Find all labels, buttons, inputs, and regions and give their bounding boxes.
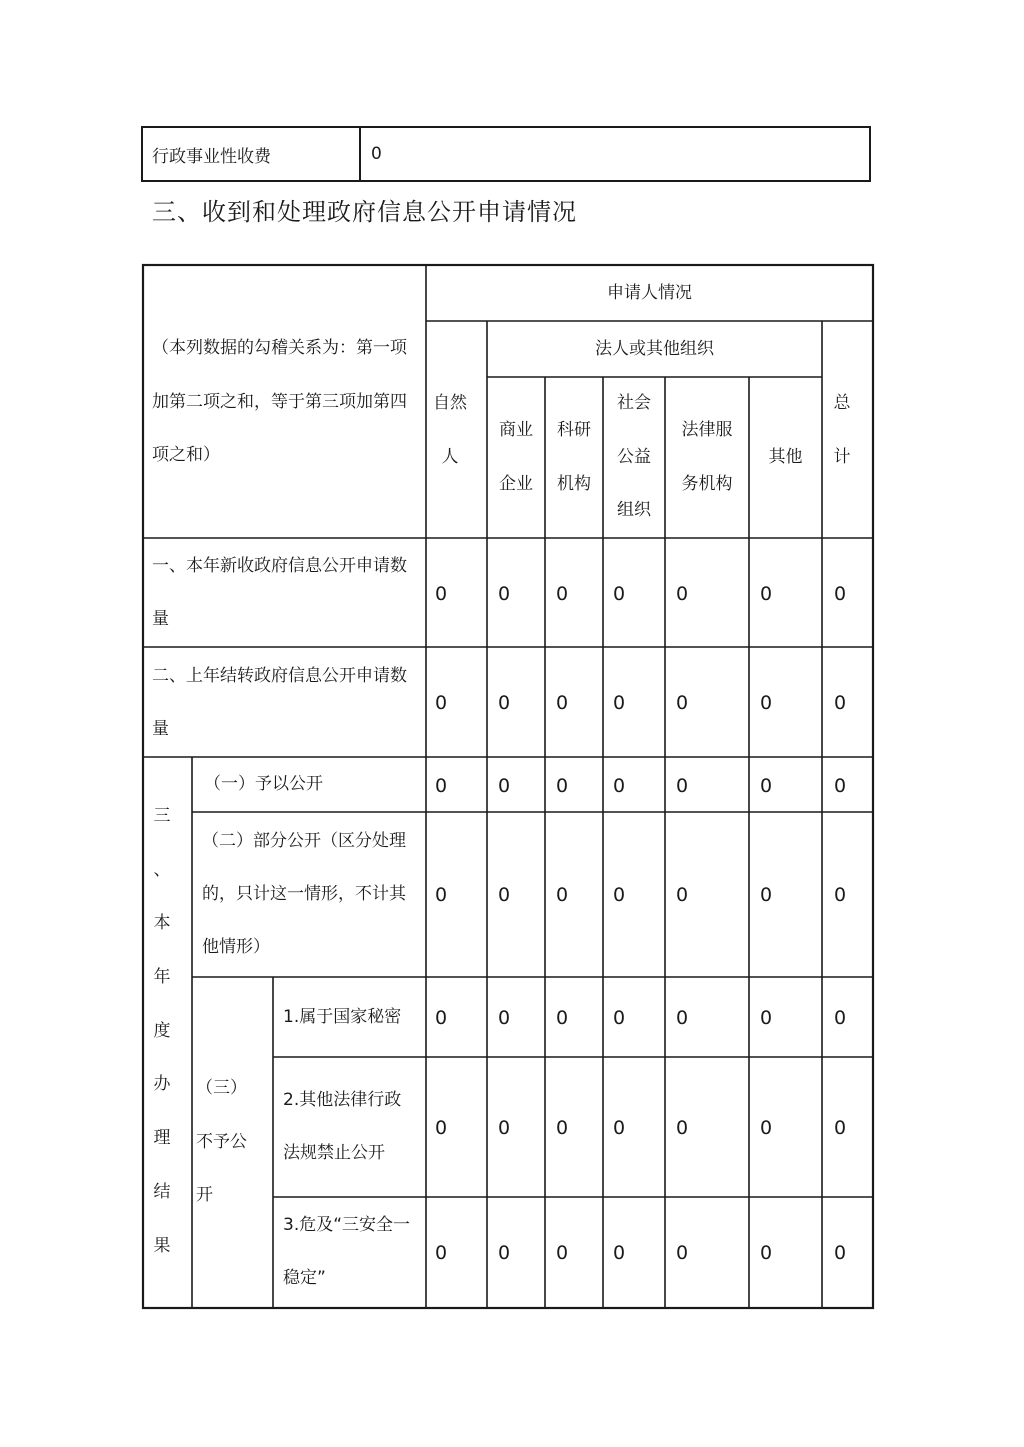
value-cell: 0 [676,775,689,797]
value-cell: 0 [676,583,689,605]
legal-person-header: 法人或其他组织 [595,339,714,359]
note-line: 项之和） [152,445,220,465]
value-cell: 0 [435,1007,448,1029]
row-label-new-requests: 一、本年新收政府信息公开申请数 量 [152,556,407,629]
value-cell: 0 [556,583,569,605]
fee-value: 0 [371,144,382,164]
col-social-welfare: 社会 公益 组织 [617,393,651,521]
value-cell: 0 [834,884,847,906]
value-cell: 0 [760,1007,773,1029]
value-cell: 0 [613,884,626,906]
col-commercial: 商业 企业 [499,420,533,494]
value-cell: 0 [435,692,448,714]
note-line: 加第二项之和，等于第三项加第四 [152,391,407,412]
row-label-three-security: 3.危及“三安全一 稳定” [283,1215,411,1288]
col-research: 科研 机构 [557,420,591,494]
value-cell: 0 [435,1242,448,1264]
row-label-state-secret: 1.属于国家秘密 [283,1007,402,1027]
row-label-disclosed: （一）予以公开 [204,774,323,794]
fee-table [141,126,871,182]
value-cell: 0 [556,1242,569,1264]
value-cell: 0 [760,775,773,797]
value-cell: 0 [613,1242,626,1264]
value-cell: 0 [613,775,626,797]
row-label-partial: （二）部分公开（区分处理 的，只计这一情形，不计其 他情形） [202,831,406,957]
note-line: （本列数据的勾稽关系为：第一项 [152,338,407,358]
value-cell: 0 [498,884,511,906]
col-legal-service: 法律服 务机构 [681,420,733,494]
col-natural-person: 自然 人 [433,393,467,467]
value-cell: 0 [676,692,689,714]
fee-label: 行政事业性收费 [143,128,361,180]
value-cell: 0 [498,1007,511,1029]
section-heading: 三、收到和处理政府信息公开申请情况 [152,198,577,226]
col-total: 总 计 [833,393,851,467]
value-cell: 0 [556,775,569,797]
value-cell: 0 [834,1242,847,1264]
value-cell: 0 [760,1117,773,1139]
group-three-label: 三 、 本 年 度 办 理 结 果 [153,806,171,1256]
value-cell: 0 [613,1117,626,1139]
value-cell: 0 [613,1007,626,1029]
value-cell: 0 [834,692,847,714]
value-cell: 0 [613,583,626,605]
value-cell: 0 [556,1117,569,1139]
value-cell: 0 [556,1007,569,1029]
value-cell: 0 [676,1117,689,1139]
value-cell: 0 [834,583,847,605]
value-cell: 0 [676,1242,689,1264]
value-cell: 0 [676,884,689,906]
value-cell: 0 [498,1117,511,1139]
value-cell: 0 [834,775,847,797]
value-cell: 0 [760,884,773,906]
value-cell: 0 [760,1242,773,1264]
not-disclosed-label: （三） 不予公 开 [196,1078,247,1206]
value-cell: 0 [435,1117,448,1139]
value-cell: 0 [676,1007,689,1029]
value-cell: 0 [498,692,511,714]
value-cell: 0 [760,583,773,605]
value-cell: 0 [435,884,448,906]
value-cell: 0 [834,1007,847,1029]
value-cell: 0 [498,583,511,605]
value-cell: 0 [834,1117,847,1139]
value-cell: 0 [498,1242,511,1264]
value-cell: 0 [760,692,773,714]
value-cell: 0 [435,775,448,797]
applicant-header: 申请人情况 [607,283,692,303]
row-label-carried-over: 二、上年结转政府信息公开申请数 量 [152,666,407,739]
value-cell: 0 [498,775,511,797]
value-cell: 0 [556,692,569,714]
value-cell: 0 [556,884,569,906]
row-label-law-prohibited: 2.其他法律行政 法规禁止公开 [283,1090,402,1163]
col-other: 其他 [768,447,803,467]
value-cell: 0 [613,692,626,714]
value-cell: 0 [435,583,448,605]
table-note [152,322,407,483]
